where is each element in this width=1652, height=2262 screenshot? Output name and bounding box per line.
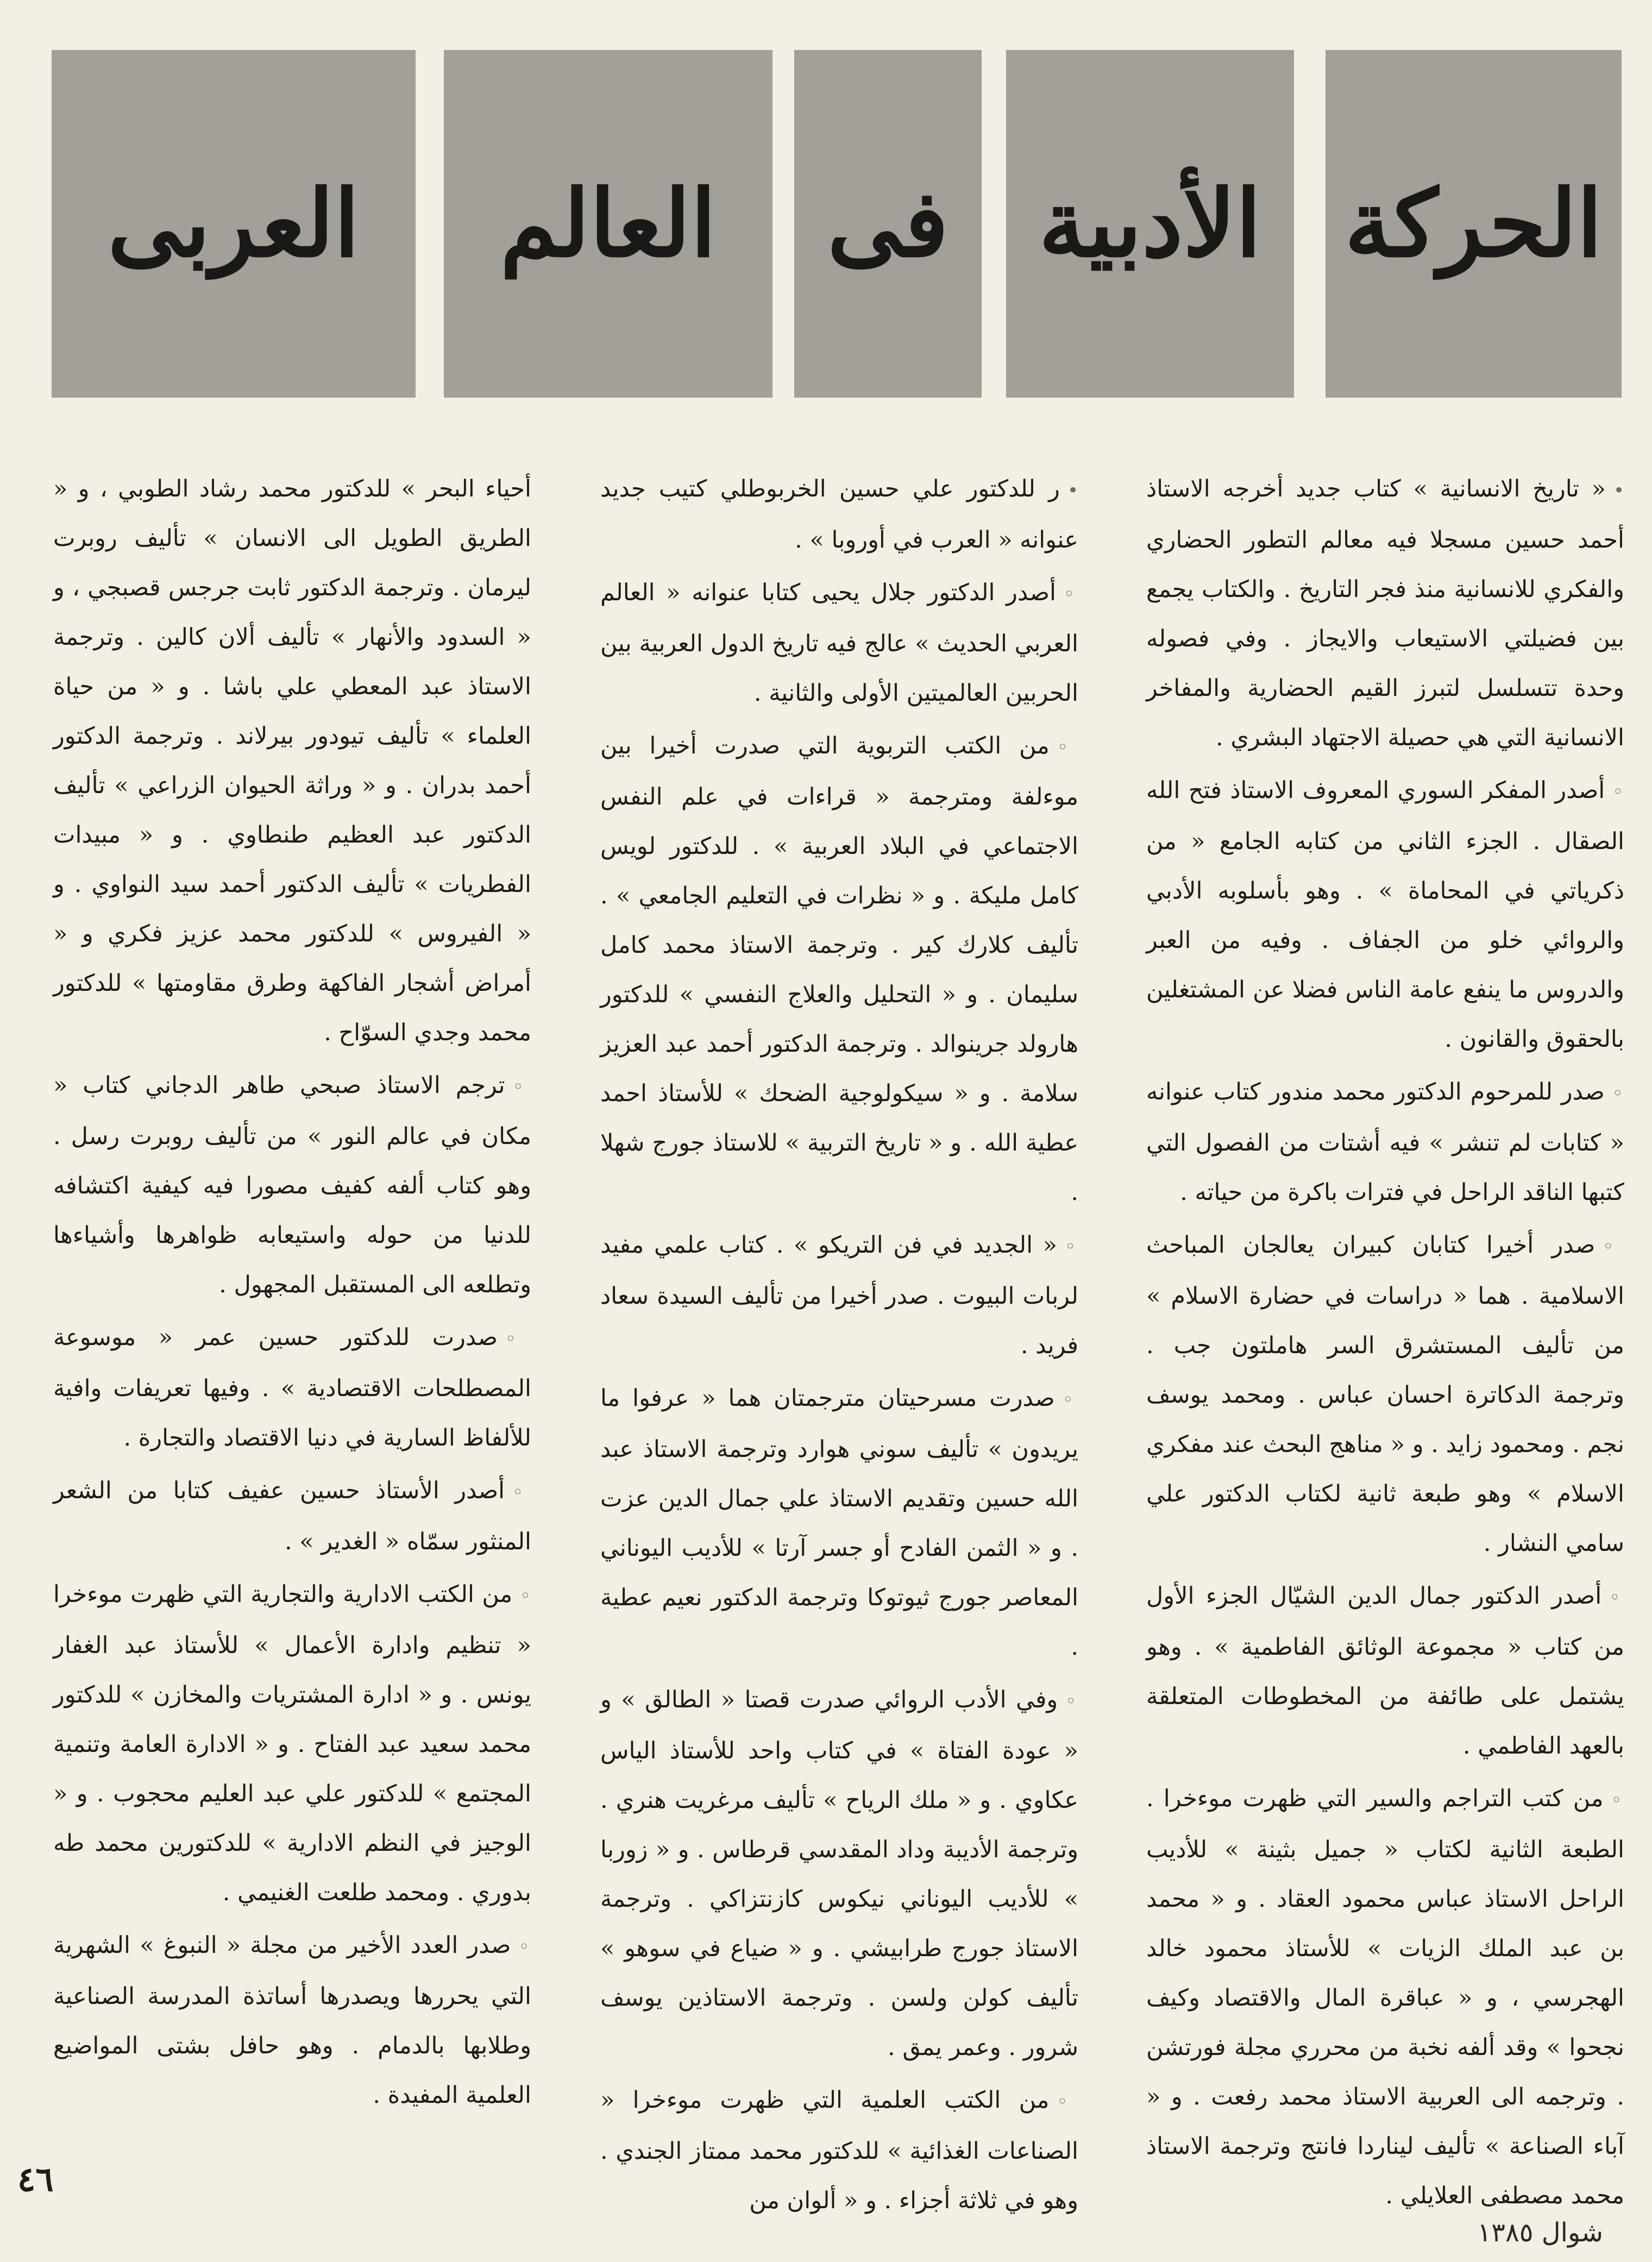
bullet-marker: ◦ (512, 1481, 531, 1503)
bullet-marker: ◦ (1057, 2091, 1079, 2113)
bullet-marker: ◦ (1612, 1083, 1624, 1104)
news-item-text: من الكتب الادارية والتجارية التي ظهرت موءخرا « تنظيم وادارة الأعمال » للأستاذ عبد الغفار يونس . و « ادارة المشتريات والمخازن » للدكتور محمد سعيد عبد الفتاح . و « الادارة العامة وتنمية المجتمع » للدكتور علي عبد العليم محجوب . و « الوجيز في النظم الادارية » للدكتورين محمد طه بدوري . ومحمد طلعت الغنيمي . (53, 1581, 531, 1906)
title-band (52, 50, 1622, 398)
bullet-marker: ◦ (505, 1328, 531, 1350)
news-item-text: أحياء البحر » للدكتور محمد رشاد الطوبي ، و « الطريق الطويل الى الانسان » تأليف روبرت ليرمان . وترجمة الدكتور ثابت جرجس قصبجي ، و « السدود والأنهار » تأليف ألان كالين . وترجمة الاستاذ عبد المعطي علي باشا . و « من حياة العلماء » تأليف تيودور بيرلاند . وترجمة الدكتور أحمد بدران . و « وراثة الحيوان الزراعي » تأليف الدكتور عبد العظيم طنطاوي . و « مبيدات الفطريات » تأليف الدكتور أحمد سيد النواوي . و « الفيروس » للدكتور محمد عزيز فكري و « أمراض أشجار الفاكهة وطرق مقاومتها » للدكتور محمد وجدي السوّاح . (53, 475, 531, 1046)
bullet-marker: ◦ (520, 1585, 532, 1607)
news-item-text: أصدر الدكتور جمال الدين الشيّال الجزء الأول من كتاب « مجموعة الوثائق الفاطمية » . وهو يشتمل على طائفة من المخطوطات المتعلقة بالعهد الفاطمي . (1146, 1582, 1624, 1760)
news-item (600, 1221, 1078, 1371)
news-item (53, 464, 531, 1058)
column-left (53, 464, 531, 2176)
title-box-4 (444, 50, 772, 398)
news-item-text: صدر للمرحوم الدكتور محمد مندور كتاب عنوانه « كتابات لم تنشر » فيه أشتات من الفصول التي كتبها الناقد الراحل في فترات باكرة من حياته . (1146, 1078, 1624, 1206)
bullet-marker: ◦ (1612, 781, 1624, 803)
news-item (1146, 1572, 1624, 1771)
news-item (1146, 1067, 1624, 1217)
bullet-marker: ◦ (512, 1076, 532, 1098)
title-word-2: الأدبية (1039, 169, 1261, 278)
news-item (53, 1570, 531, 1918)
news-item-text: من الكتب التربوية التي صدرت أخيرا بين موءلفة ومترجمة « قراءات في علم النفس الاجتماعي في البلاد العربية » . للدكتور لويس كامل مليكة . و « نظرات في التعليم الجامعي » . تأليف كلارك كير . وترجمة الاستاذ محمد كامل سليمان . و « التحليل والعلاج النفسي » للدكتور هارولد جرينوالد . وترجمة الدكتور أحمد عبد العزيز سلامة . و « سيكولوجية الضحك » للأستاذ احمد عطية الله . و « تاريخ التربية » للاستاذ جورج شهلا . (600, 732, 1078, 1206)
news-item-text: صدرت مسرحيتان مترجمتان هما « عرفوا ما يريدون » تأليف سوني هوارد وترجمة الاستاذ عبد الله حسين وتقديم الاستاذ علي جمال الدين عزت . و « الثمن الفادح أو جسر آرتا » للأديب اليوناني المعاصر جورج ثيوتوكا وترجمة الدكتور نعيم عطية . (600, 1385, 1078, 1661)
news-item-text: أصدر المفكر السوري المعروف الاستاذ فتح الله الصقال . الجزء الثاني من كتابه الجامع « من ذكرياتي في المحاماة » . وهو بأسلوبه الأدبي والروائي خلو من الجفاف . وفيه من العبر والدروس ما ينفع عامة الناس فضلا عن المشتغلين بالحقوق والقانون . (1146, 777, 1624, 1053)
title-box-3 (794, 50, 982, 398)
news-item (1146, 1774, 1624, 2221)
news-item-text: ترجم الاستاذ صبحي طاهر الدجاني كتاب « مكان في عالم النور » من تأليف روبرت رسل . وهو كتاب ألفه كفيف مصورا فيه كيفية اكتشافه للدنيا من حوله واستيعابه ظواهرها وأشياءها وتطلعه الى المستقبل المجهول . (53, 1072, 531, 1298)
bullet-marker: ◦ (1063, 583, 1078, 605)
bullet-marker: ◦ (1611, 1789, 1624, 1811)
news-item-text: صدرت للدكتور حسين عمر « موسوعة المصطلحات الاقتصادية » . وفيها تعريفات وافية للألفاظ السارية في دنيا الاقتصاد والتجارة . (53, 1324, 531, 1452)
title-box-5 (52, 50, 416, 398)
bullet-marker: ◦ (1603, 1236, 1624, 1258)
news-item (600, 2076, 1078, 2226)
title-word-1: الحركة (1345, 169, 1603, 278)
news-item-text: « تاريخ الانسانية » كتاب جديد أخرجه الاستاذ أحمد حسين مسجلا فيه معالم التطور الحضاري والفكري للانسانية منذ فجر التاريخ . والكتاب يجمع بين فضيلتي الاستيعاب والايجاز . وفي فصوله وحدة تتسلسل لتبرز القيم الحضارية والمفاخر الانسانية التي هي حصيلة الاجتهاد البشري . (1146, 475, 1624, 751)
news-item-text: صدر أخيرا كتابان كبيران يعالجان المباحث الاسلامية . هما « دراسات في حضارة الاسلام » من تأليف المستشرق السر هاملتون جب . وترجمة الدكاترة احسان عباس . ومحمد يوسف نجم . ومحمود زايد . و « مناهج البحث عند مفكري الاسلام » وهو طبعة ثانية لكتاب الدكتور علي سامي النشار . (1146, 1231, 1624, 1557)
bullet-marker: ◦ (1065, 1691, 1078, 1712)
news-item-text: من الكتب العلمية التي ظهرت موءخرا « الصناعات الغذائية » للدكتور محمد ممتاز الجندي . وهو في ثلاثة أجزاء . و « ألوان من (600, 2087, 1078, 2214)
bullet-marker: ◦ (1057, 737, 1078, 758)
news-item-text: وفي الأدب الروائي صدرت قصتا « الطالق » و « عودة الفتاة » في كتاب واحد للأستاذ الياس عكاوي . و « ملك الرياح » تأليف مرغريت هنري . وترجمة الأديبة وداد المقدسي قرطاس . و « زوربا » للأديب اليوناني نيكوس كازنتزاكي . وترجمة الاستاذ جورج طرابيشي . و « ضياع في سوهو » تأليف كولن ولسن . وترجمة الاستاذين يوسف شرور . وعمر يمق . (600, 1686, 1078, 2061)
news-item (53, 1466, 531, 1567)
news-item (600, 1374, 1078, 1672)
bullet-marker: • (1613, 480, 1624, 501)
news-item (1146, 464, 1624, 763)
news-item (53, 1061, 531, 1310)
article-columns (52, 464, 1624, 2214)
news-item (600, 464, 1078, 565)
title-word-4: العالم (500, 169, 717, 278)
issue-date: شوال ١٣٨٥ (1477, 2217, 1603, 2248)
news-item (600, 568, 1078, 718)
bullet-marker: ◦ (1609, 1587, 1624, 1608)
bullet-marker: ◦ (1065, 1236, 1078, 1258)
bullet-marker: ◦ (518, 1936, 531, 1958)
news-item-text: صدر العدد الأخير من مجلة « النبوغ » الشهرية التي يحررها ويصدرها أساتذة المدرسة الصناعية وطلابها بالدمام . وهو حافل بشتى المواضيع العلمية المفيدة . (53, 1932, 531, 2109)
bullet-marker: ◦ (1062, 1389, 1078, 1411)
title-box-2 (1006, 50, 1294, 398)
title-word-3: فى (827, 169, 949, 278)
news-item (600, 1675, 1078, 2072)
page-number: ٤٦ (17, 2159, 54, 2199)
bullet-marker: • (1067, 480, 1078, 501)
news-item-text: « الجديد في فن التريكو » . كتاب علمي مفيد لربات البيوت . صدر أخيرا من تأليف السيدة سعاد فريد . (600, 1231, 1078, 1359)
column-right (1146, 464, 1624, 2209)
news-item (1146, 1221, 1624, 1568)
news-item-text: من كتب التراجم والسير التي ظهرت موءخرا . الطبعة الثانية لكتاب « جميل بثينة » للأديب الراحل الاستاذ عباس محمود العقاد . و « محمد بن عبد الملك الزيات » للأستاذ محمود خالد الهجرسي ، و « عباقرة المال والاقتصاد وكيف نجحوا » وقد ألفه نخبة من محرري مجلة فورتشن . وترجمه الى العربية الاستاذ محمد رفعت . و « آباء الصناعة » تأليف ليناردا فانتج وترجمة الاستاذ محمد مصطفى العلايلي . (1146, 1785, 1624, 2209)
news-item (600, 721, 1078, 1217)
news-item (53, 1313, 531, 1463)
news-item-text: ر للدكتور علي حسين الخربوطلي كتيب جديد عنوانه « العرب في أوروبا » . (600, 475, 1078, 554)
column-middle (600, 464, 1079, 2214)
title-box-1 (1326, 50, 1622, 398)
title-word-5: العربى (108, 169, 360, 278)
news-item (53, 1921, 531, 2120)
news-item-text: أصدر الأستاذ حسين عفيف كتابا من الشعر المنثور سمّاه « الغدير » . (53, 1477, 531, 1555)
news-item (1146, 766, 1624, 1064)
news-item-text: أصدر الدكتور جلال يحيى كتابا عنوانه « العالم العربي الحديث » عالج فيه تاريخ الدول العربية بين الحربين العالميتين الأولى والثانية . (600, 579, 1078, 707)
